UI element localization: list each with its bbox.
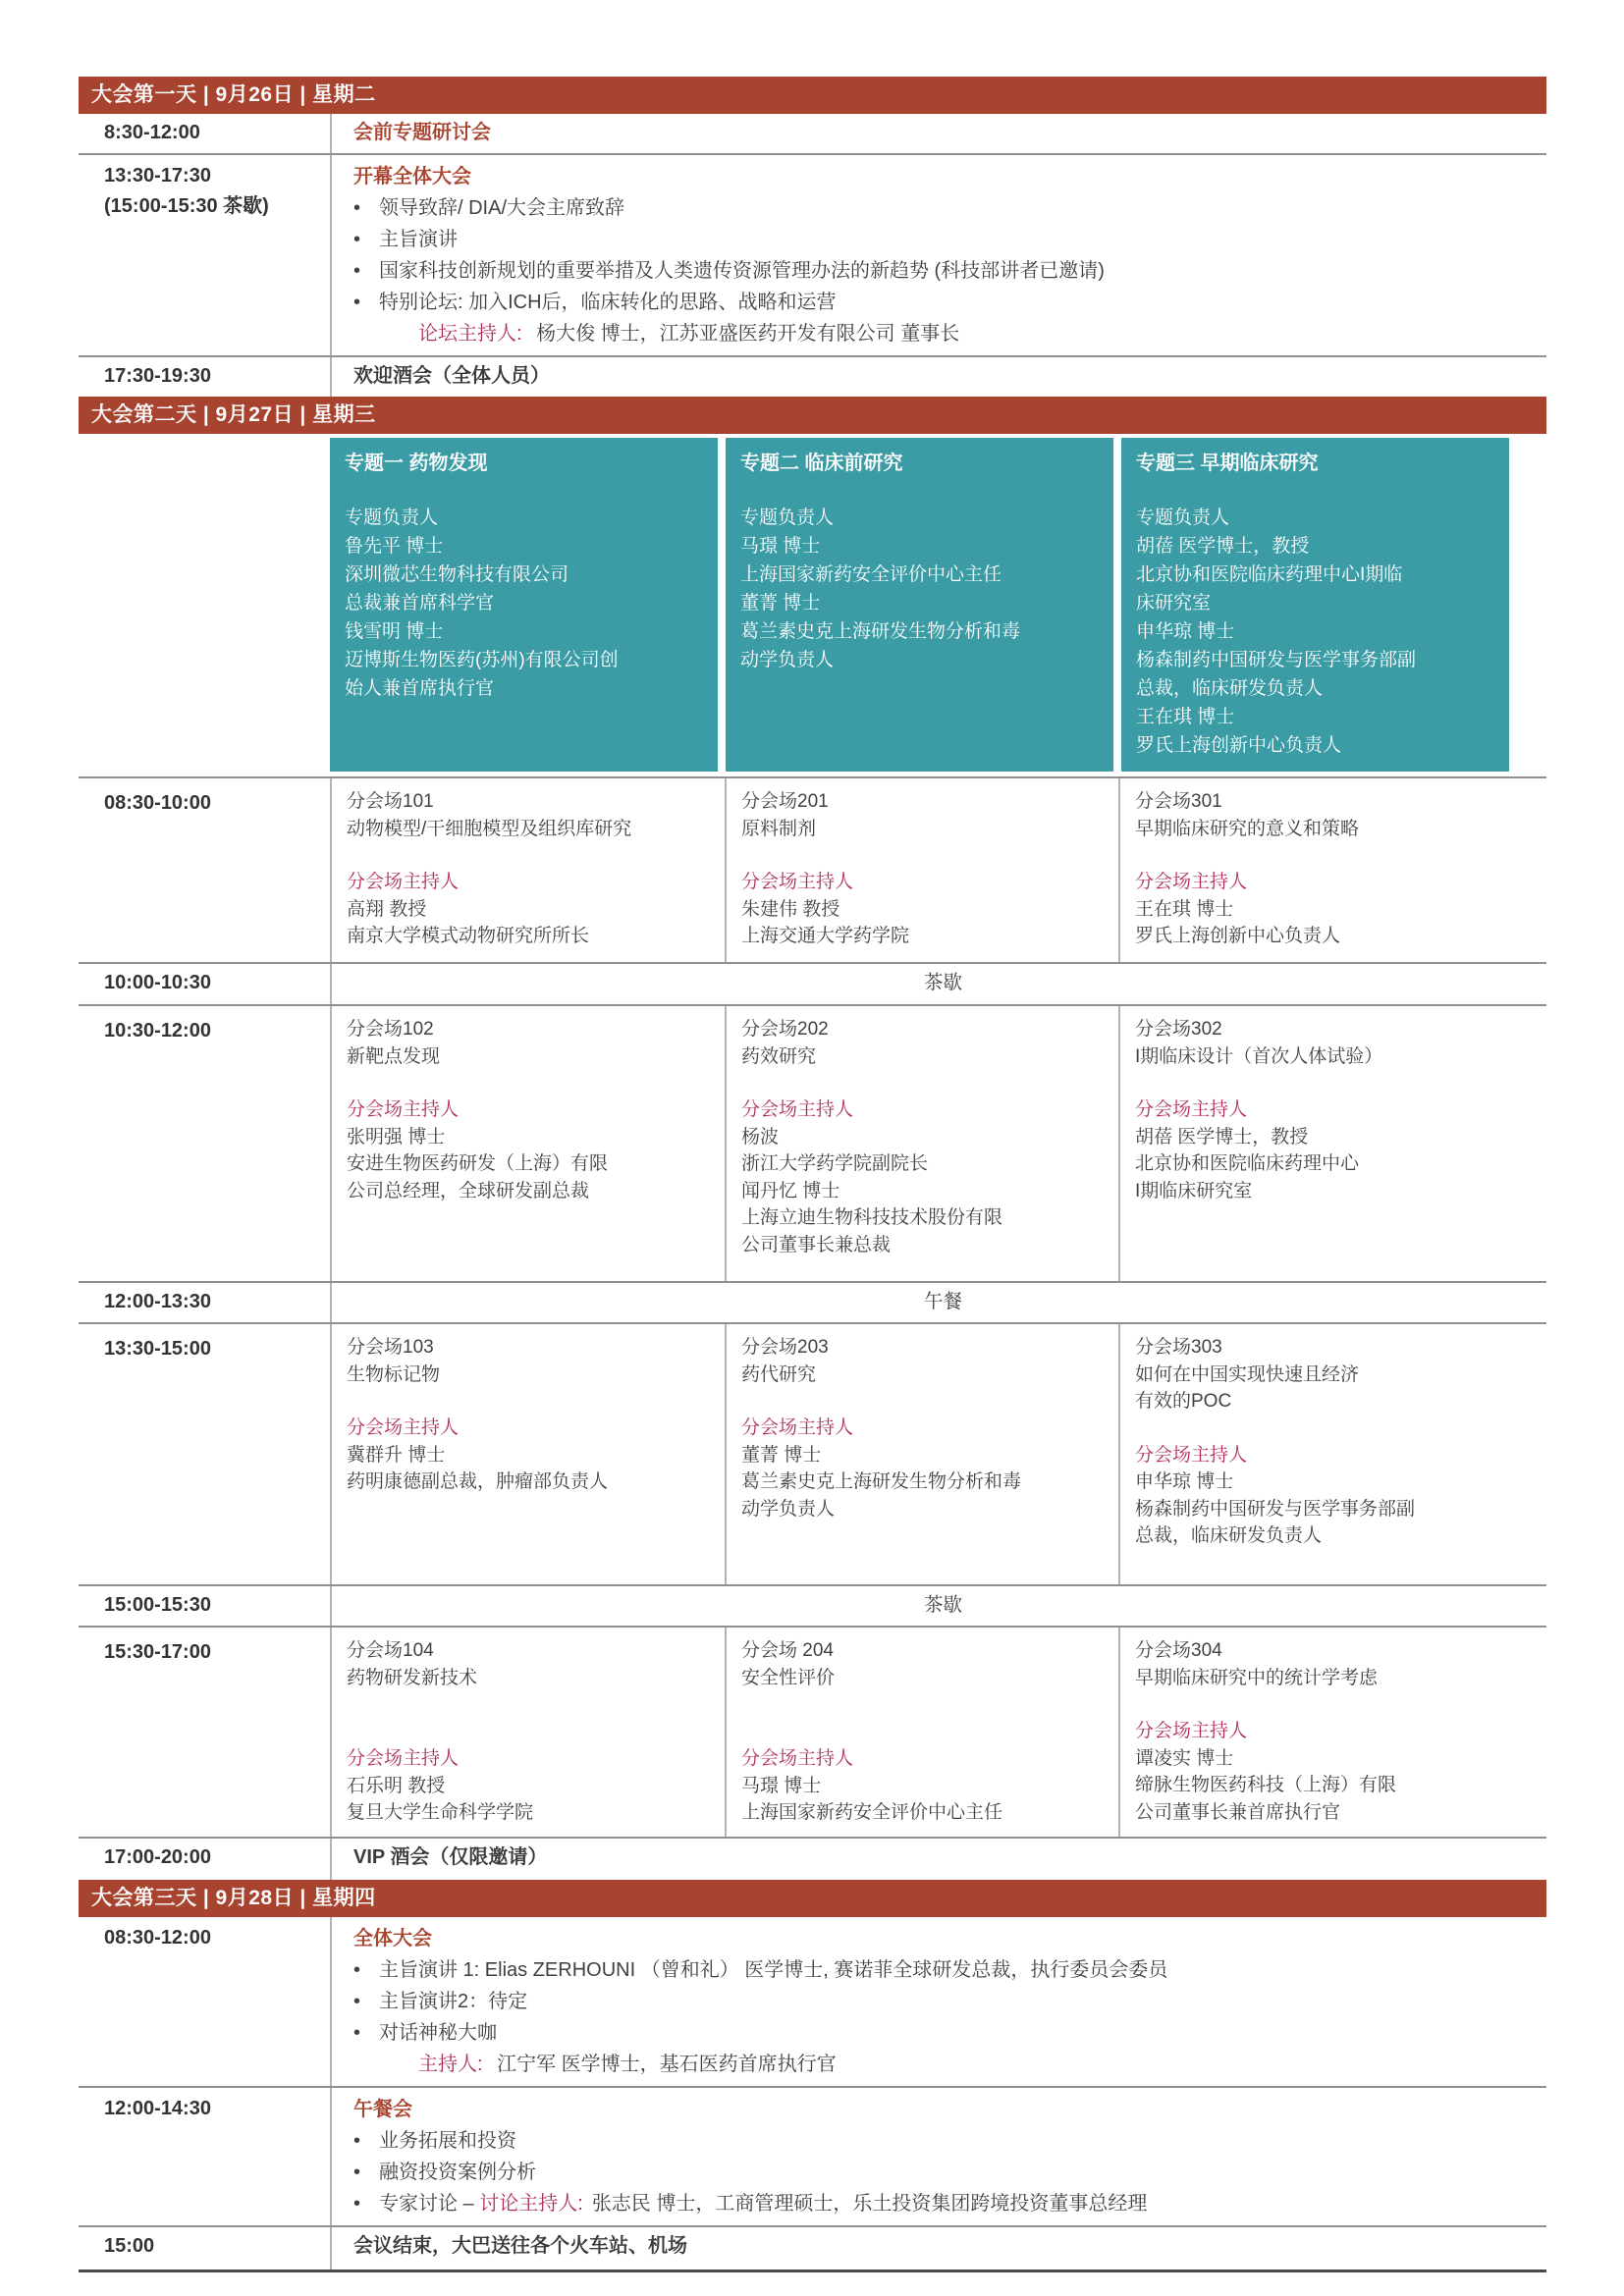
time-note: (15:00-15:30 茶歇) bbox=[104, 195, 269, 217]
event-title-text: 开幕全体大会 bbox=[353, 166, 471, 187]
bullet-icon: • bbox=[353, 292, 361, 313]
break-label: 茶歇 bbox=[330, 1586, 1546, 1626]
session-number: 分会场201 bbox=[741, 791, 829, 812]
session-cell-204 bbox=[725, 1628, 1118, 1837]
speaker-line: 王在琪 博士 bbox=[1135, 898, 1234, 920]
session-topic: 如何在中国实现快速且经济 bbox=[1135, 1363, 1360, 1385]
session-topic: 药代研究 bbox=[741, 1363, 817, 1385]
time-label: 08:30-12:00 bbox=[104, 1926, 211, 1949]
bullet-icon: • bbox=[353, 1958, 361, 1981]
agenda-row bbox=[79, 1839, 1546, 1880]
topic-line: 胡蓓 医学博士，教授 bbox=[1136, 536, 1310, 557]
topic-line: 总裁，临床研发负责人 bbox=[1136, 678, 1324, 699]
session-moderator-label: 分会场主持人 bbox=[347, 872, 460, 892]
session-moderator-label: 分会场主持人 bbox=[1135, 1444, 1248, 1466]
event-title bbox=[330, 114, 1546, 153]
session-moderator-label: 分会场主持人 bbox=[347, 1417, 460, 1438]
bullet-item bbox=[353, 224, 1533, 255]
session-number: 分会场302 bbox=[1135, 1019, 1222, 1040]
speaker-line: 申华琼 博士 bbox=[1135, 1471, 1234, 1492]
time-label: 10:30-12:00 bbox=[104, 1020, 211, 1041]
session-number: 分会场101 bbox=[347, 791, 434, 812]
speaker-line: 石乐明 教授 bbox=[347, 1775, 446, 1796]
speaker-line: 复旦大学生命科学学院 bbox=[347, 1802, 534, 1823]
session-moderator-label: 分会场主持人 bbox=[741, 1099, 854, 1120]
bullet-text: 主旨演讲2：待定 bbox=[379, 1990, 528, 2012]
bullet-icon: • bbox=[353, 1990, 361, 2012]
event-title-text: 会议结束，大巴送往各个火车站、机场 bbox=[353, 2234, 687, 2257]
speaker-line: 杨波 bbox=[741, 1126, 780, 1148]
topic-lead-label: 专题负责人 bbox=[1136, 507, 1230, 528]
topic-line: 动学负责人 bbox=[740, 650, 835, 670]
topic-lead-label: 专题负责人 bbox=[740, 507, 835, 528]
moderator-line bbox=[418, 2049, 1533, 2080]
bullet-prefix: 专家讨论 – bbox=[379, 2192, 480, 2215]
event-title-text: VIP 酒会（仅限邀请） bbox=[353, 1845, 548, 1868]
speaker-line: 谭凌实 博士 bbox=[1135, 1747, 1234, 1769]
session-topic: 药效研究 bbox=[741, 1045, 817, 1067]
bullet-item bbox=[353, 1986, 1533, 2017]
session-cell-101 bbox=[330, 778, 725, 962]
time-label: 12:00-13:30 bbox=[104, 1291, 211, 1312]
session-cell-104 bbox=[330, 1628, 725, 1837]
speaker-line: 公司总经理，全球研发副总裁 bbox=[347, 1180, 590, 1201]
time-label: 13:30-15:00 bbox=[104, 1338, 211, 1360]
bullet-item bbox=[353, 1954, 1533, 1986]
time-label: 17:30-19:30 bbox=[104, 365, 211, 387]
bullet-item bbox=[353, 2125, 1533, 2157]
speaker-line: 公司董事长兼总裁 bbox=[741, 1234, 892, 1255]
topic-card-2 bbox=[726, 438, 1113, 772]
speaker-line: 闻丹忆 博士 bbox=[741, 1180, 840, 1201]
day1-header-bar: 大会第一天 | 9月26日 | 星期二 bbox=[79, 77, 1546, 114]
session-moderator-label: 分会场主持人 bbox=[1135, 1721, 1248, 1741]
bullet-icon: • bbox=[353, 260, 361, 282]
topic-line: 迈博斯生物医药(苏州)有限公司创 bbox=[345, 650, 619, 670]
session-topic: 安全性评价 bbox=[741, 1667, 836, 1688]
topic-line: 葛兰素史克上海研发生物分析和毒 bbox=[740, 621, 1021, 642]
session-topic: I期临床设计（首次人体试验） bbox=[1135, 1045, 1383, 1067]
event-title bbox=[330, 357, 1546, 397]
event-title-text: 会前专题研讨会 bbox=[353, 122, 491, 143]
session-topic: 动物模型/干细胞模型及组织库研究 bbox=[347, 818, 632, 839]
speaker-line: 朱建伟 教授 bbox=[741, 898, 840, 920]
session-number: 分会场301 bbox=[1135, 791, 1222, 812]
session-topic: 生物标记物 bbox=[347, 1363, 441, 1385]
topic-line: 上海国家新药安全评价中心主任 bbox=[740, 564, 1002, 585]
speaker-line: 药明康德副总裁，肿瘤部负责人 bbox=[347, 1471, 609, 1492]
break-row bbox=[79, 1586, 1546, 1628]
topic-title: 专题三 早期临床研究 bbox=[1136, 453, 1319, 474]
bullet-item bbox=[353, 255, 1533, 287]
speaker-line: 董菁 博士 bbox=[741, 1444, 822, 1466]
event-title bbox=[330, 2227, 1546, 2269]
bullet-item bbox=[353, 287, 1533, 318]
bullet-text: 主旨演讲 bbox=[379, 229, 458, 250]
topic-line: 申华琼 博士 bbox=[1136, 621, 1235, 642]
speaker-line: 总裁，临床研发负责人 bbox=[1135, 1525, 1323, 1546]
speaker-line: 冀群升 博士 bbox=[347, 1444, 446, 1466]
time-label bbox=[79, 155, 330, 355]
session-cell-303 bbox=[1118, 1324, 1546, 1584]
time-label: 12:00-14:30 bbox=[104, 2097, 211, 2119]
event-title-text: 午餐会 bbox=[353, 2098, 412, 2120]
session-cell-203 bbox=[725, 1324, 1118, 1584]
session-moderator-label: 分会场主持人 bbox=[1135, 872, 1248, 892]
session-topic: 药物研发新技术 bbox=[347, 1667, 478, 1688]
topic-line: 鲁先平 博士 bbox=[345, 536, 444, 557]
time-label: 15:30-17:00 bbox=[104, 1641, 211, 1663]
time-column-spacer bbox=[79, 438, 330, 772]
speaker-line: 葛兰素史克上海研发生物分析和毒 bbox=[741, 1471, 1022, 1492]
session-number: 分会场102 bbox=[347, 1019, 434, 1040]
event-title-text: 欢迎酒会（全体人员） bbox=[353, 365, 550, 387]
session-topic: 原料制剂 bbox=[741, 818, 817, 839]
bullet-text: 国家科技创新规划的重要举措及人类遗传资源管理办法的新趋势 (科技部讲者已邀请) bbox=[379, 260, 1105, 282]
topic-line: 床研究室 bbox=[1136, 593, 1212, 614]
speaker-line: 北京协和医院临床药理中心 bbox=[1135, 1153, 1360, 1174]
break-label: 午餐 bbox=[330, 1283, 1546, 1322]
speaker-line: 罗氏上海创新中心负责人 bbox=[1135, 926, 1341, 946]
event-body bbox=[330, 1917, 1546, 2086]
session-number: 分会场303 bbox=[1135, 1337, 1222, 1358]
bullet-icon: • bbox=[353, 2021, 361, 2044]
session-number: 分会场 204 bbox=[741, 1640, 834, 1661]
bullet-item bbox=[353, 192, 1533, 224]
agenda-row bbox=[79, 2088, 1546, 2227]
break-label: 茶歇 bbox=[330, 964, 1546, 1004]
bullet-text: 特别论坛: 加入ICH后，临床转化的思路、战略和运营 bbox=[379, 292, 837, 313]
topic-line: 北京协和医院临床药理中心I期临 bbox=[1136, 564, 1403, 585]
moderator-label: 主持人: bbox=[418, 2053, 483, 2075]
session-number: 分会场103 bbox=[347, 1337, 434, 1358]
session-topic: 早期临床研究的意义和策略 bbox=[1135, 818, 1360, 839]
event-body bbox=[330, 2088, 1546, 2225]
speaker-line: 上海立迪生物科技技术股份有限 bbox=[741, 1207, 1003, 1228]
session-cell-301 bbox=[1118, 778, 1546, 962]
speaker-line: I期临床研究室 bbox=[1135, 1180, 1253, 1201]
bullet-item bbox=[353, 2188, 1533, 2219]
agenda-row bbox=[79, 357, 1546, 397]
topic-line: 王在琪 博士 bbox=[1136, 707, 1235, 727]
session-moderator-label: 分会场主持人 bbox=[347, 1748, 460, 1769]
bullet-text: 业务拓展和投资 bbox=[379, 2129, 516, 2152]
speaker-line: 浙江大学药学院副院长 bbox=[741, 1153, 929, 1174]
session-row bbox=[79, 1628, 1546, 1839]
session-cell-302 bbox=[1118, 1006, 1546, 1281]
speaker-line: 上海国家新药安全评价中心主任 bbox=[741, 1802, 1003, 1823]
agenda-row bbox=[79, 114, 1546, 155]
discussion-moderator-label: 讨论主持人: bbox=[479, 2192, 583, 2215]
bullet-icon: • bbox=[353, 229, 361, 250]
topic-line: 马璟 博士 bbox=[740, 536, 821, 557]
session-row bbox=[79, 1324, 1546, 1586]
discussion-moderator-name: 张志民 博士，工商管理硕士，乐土投资集团跨境投资董事总经理 bbox=[591, 2192, 1148, 2215]
bullet-text: 对话神秘大咖 bbox=[379, 2021, 497, 2044]
agenda-row bbox=[79, 155, 1546, 357]
bullet-icon: • bbox=[353, 2129, 361, 2152]
session-topic: 早期临床研究中的统计学考虑 bbox=[1135, 1667, 1379, 1688]
topic-card-1 bbox=[330, 438, 718, 772]
session-number: 分会场202 bbox=[741, 1019, 829, 1040]
break-row bbox=[79, 964, 1546, 1006]
topic-line: 始人兼首席执行官 bbox=[345, 678, 495, 699]
day3-header-bar: 大会第三天 | 9月28日 | 星期四 bbox=[79, 1880, 1546, 1917]
bullet-text: 融资投资案例分析 bbox=[379, 2161, 536, 2183]
bullet-text: 主旨演讲 1: Elias ZERHOUNI （曾和礼） 医学博士, 赛诺菲全球研发总裁，执行委员会委员 bbox=[379, 1958, 1168, 1981]
speaker-line: 安进生物医药研发（上海）有限 bbox=[347, 1153, 609, 1174]
time-label: 08:30-10:00 bbox=[104, 792, 211, 814]
session-moderator-label: 分会场主持人 bbox=[741, 872, 854, 892]
topic-title: 专题二 临床前研究 bbox=[740, 453, 903, 474]
topic-line: 罗氏上海创新中心负责人 bbox=[1136, 735, 1342, 756]
session-cell-102 bbox=[330, 1006, 725, 1281]
session-number: 分会场304 bbox=[1135, 1640, 1222, 1661]
session-moderator-label: 分会场主持人 bbox=[741, 1748, 854, 1769]
bullet-icon: • bbox=[353, 197, 361, 219]
time-label: 15:00 bbox=[104, 2234, 155, 2257]
speaker-line: 马璟 博士 bbox=[741, 1775, 822, 1796]
time-label: 8:30-12:00 bbox=[104, 122, 200, 143]
day2-header-bar: 大会第二天 | 9月27日 | 星期三 bbox=[79, 397, 1546, 434]
speaker-line: 公司董事长兼首席执行官 bbox=[1135, 1801, 1341, 1823]
session-number: 分会场203 bbox=[741, 1337, 829, 1358]
session-moderator-label: 分会场主持人 bbox=[347, 1099, 460, 1120]
topic-lead-label: 专题负责人 bbox=[345, 507, 439, 528]
bullet-item bbox=[353, 2157, 1533, 2188]
bullet-icon: • bbox=[353, 2192, 361, 2215]
session-row bbox=[79, 1006, 1546, 1283]
speaker-line: 动学负责人 bbox=[741, 1498, 836, 1520]
event-body bbox=[330, 155, 1546, 355]
speaker-line: 高翔 教授 bbox=[347, 898, 427, 920]
session-row bbox=[79, 778, 1546, 964]
break-row bbox=[79, 1283, 1546, 1324]
moderator-name: 江宁军 医学博士，基石医药首席执行官 bbox=[497, 2053, 837, 2075]
topic-line: 深圳微芯生物科技有限公司 bbox=[345, 564, 569, 585]
bullet-text: 领导致辞/ DIA/大会主席致辞 bbox=[379, 197, 625, 219]
speaker-line: 张明强 博士 bbox=[347, 1126, 446, 1148]
event-title-text: 全体大会 bbox=[353, 1927, 432, 1949]
topic-title: 专题一 药物发现 bbox=[345, 453, 488, 474]
topic-line: 总裁兼首席科学官 bbox=[345, 593, 495, 614]
speaker-line: 南京大学模式动物研究所所长 bbox=[347, 926, 590, 946]
time-label: 17:00-20:00 bbox=[104, 1845, 211, 1868]
time-label: 10:00-10:30 bbox=[104, 972, 211, 993]
speaker-line: 杨森制药中国研发与医学事务部副 bbox=[1135, 1498, 1416, 1520]
session-topic: 新靶点发现 bbox=[347, 1045, 441, 1067]
topic-line: 董菁 博士 bbox=[740, 593, 821, 614]
topic-card-3 bbox=[1121, 438, 1509, 772]
session-moderator-label: 分会场主持人 bbox=[1135, 1099, 1248, 1120]
topic-line: 钱雪明 博士 bbox=[345, 621, 444, 642]
session-cell-103 bbox=[330, 1324, 725, 1584]
moderator-label: 论坛主持人: bbox=[418, 323, 522, 345]
speaker-line: 缔脉生物医药科技（上海）有限 bbox=[1135, 1775, 1397, 1795]
session-cell-202 bbox=[725, 1006, 1118, 1281]
bullet-text bbox=[379, 2188, 1147, 2219]
event-title bbox=[330, 1839, 1546, 1880]
topic-header-row bbox=[79, 434, 1546, 778]
session-moderator-label: 分会场主持人 bbox=[741, 1417, 854, 1438]
session-number: 分会场104 bbox=[347, 1640, 434, 1661]
moderator-name: 杨大俊 博士，江苏亚盛医药开发有限公司 董事长 bbox=[536, 323, 960, 345]
session-cell-304 bbox=[1118, 1628, 1546, 1837]
speaker-line: 上海交通大学药学院 bbox=[741, 926, 910, 946]
bullet-item bbox=[353, 2017, 1533, 2049]
time-label: 15:00-15:30 bbox=[104, 1594, 211, 1616]
speaker-line: 胡蓓 医学博士，教授 bbox=[1135, 1126, 1309, 1148]
agenda-row bbox=[79, 1917, 1546, 2088]
bullet-icon: • bbox=[353, 2161, 361, 2183]
topic-line: 杨森制药中国研发与医学事务部副 bbox=[1136, 650, 1417, 670]
session-topic: 有效的POC bbox=[1135, 1391, 1232, 1412]
topic-cards bbox=[330, 438, 1509, 772]
time-range: 13:30-17:30 bbox=[104, 165, 211, 187]
moderator-line bbox=[418, 318, 1533, 349]
agenda-row bbox=[79, 2227, 1546, 2272]
session-cell-201 bbox=[725, 778, 1118, 962]
